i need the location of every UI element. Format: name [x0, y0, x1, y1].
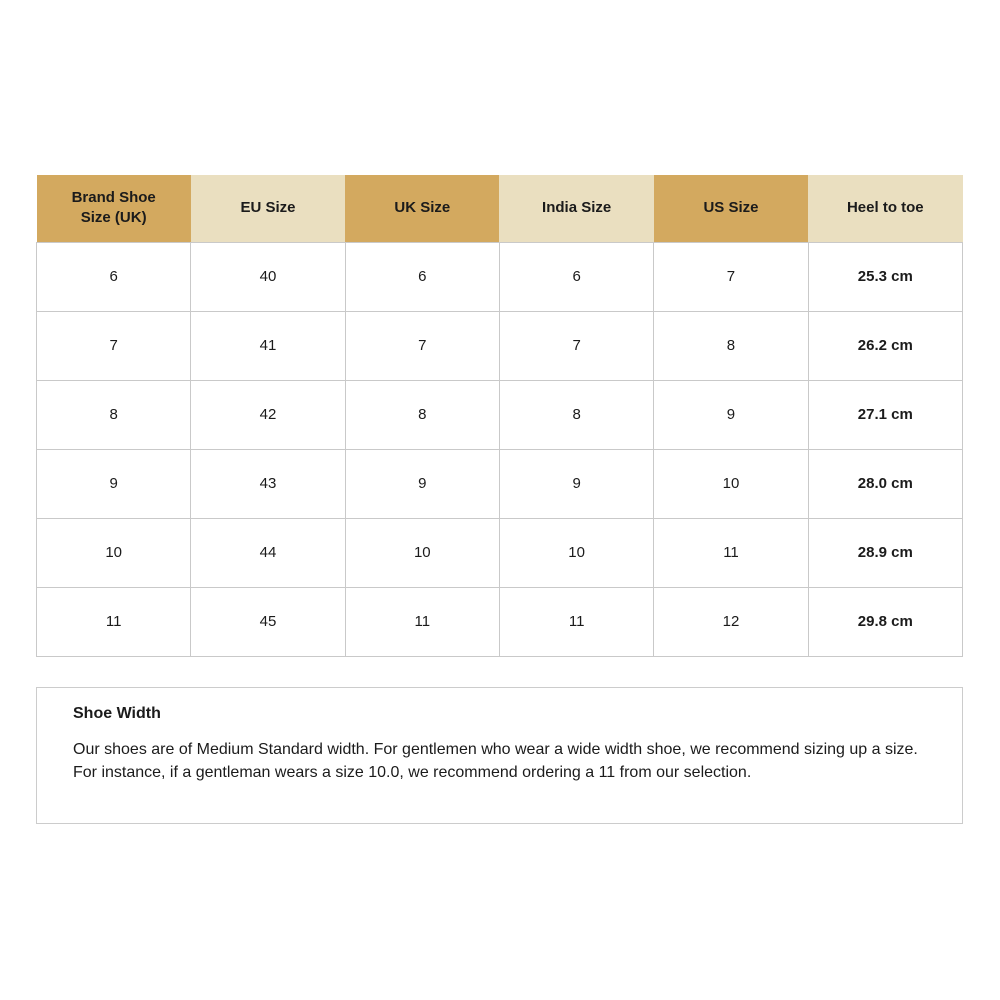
cell-heel-to-toe: 25.3 cm	[808, 242, 962, 311]
cell-india-size: 11	[499, 587, 653, 656]
table-row	[37, 449, 963, 518]
cell-india-size: 9	[499, 449, 653, 518]
cell-brand-size: 9	[37, 449, 191, 518]
cell-brand-size: 10	[37, 518, 191, 587]
cell-eu-size: 44	[191, 518, 345, 587]
cell-uk-size: 8	[345, 380, 499, 449]
cell-heel-to-toe: 28.0 cm	[808, 449, 962, 518]
header-brand-shoe-size: Brand Shoe Size (UK)	[37, 175, 191, 242]
cell-eu-size: 40	[191, 242, 345, 311]
header-heel-to-toe: Heel to toe	[808, 175, 962, 242]
cell-eu-size: 41	[191, 311, 345, 380]
shoe-width-note	[36, 687, 963, 824]
header-eu-size: EU Size	[191, 175, 345, 242]
cell-us-size: 12	[654, 587, 808, 656]
cell-uk-size: 10	[345, 518, 499, 587]
cell-uk-size: 6	[345, 242, 499, 311]
shoe-size-table-body	[37, 242, 963, 656]
cell-us-size: 7	[654, 242, 808, 311]
cell-us-size: 11	[654, 518, 808, 587]
cell-uk-size: 7	[345, 311, 499, 380]
table-row	[37, 242, 963, 311]
cell-india-size: 8	[499, 380, 653, 449]
header-us-size: US Size	[654, 175, 808, 242]
header-india-size: India Size	[499, 175, 653, 242]
table-row	[37, 380, 963, 449]
cell-brand-size: 6	[37, 242, 191, 311]
cell-heel-to-toe: 27.1 cm	[808, 380, 962, 449]
cell-uk-size: 9	[345, 449, 499, 518]
cell-uk-size: 11	[345, 587, 499, 656]
cell-india-size: 7	[499, 311, 653, 380]
cell-eu-size: 42	[191, 380, 345, 449]
shoe-width-title: Shoe Width	[73, 705, 161, 722]
cell-india-size: 6	[499, 242, 653, 311]
cell-brand-size: 11	[37, 587, 191, 656]
cell-us-size: 8	[654, 311, 808, 380]
cell-us-size: 9	[654, 380, 808, 449]
cell-india-size: 10	[499, 518, 653, 587]
shoe-width-description: Our shoes are of Medium Standard width. For gentlemen who wear a wide width shoe, we recommend sizing up a size. For instance, if a gentleman wears a size 10.0, we recommend ordering a 11 from our selection.	[73, 741, 918, 781]
cell-heel-to-toe: 28.9 cm	[808, 518, 962, 587]
header-uk-size: UK Size	[345, 175, 499, 242]
cell-us-size: 10	[654, 449, 808, 518]
shoe-size-table-header	[37, 175, 963, 242]
cell-eu-size: 45	[191, 587, 345, 656]
table-row	[37, 587, 963, 656]
shoe-size-table	[36, 175, 963, 657]
cell-eu-size: 43	[191, 449, 345, 518]
cell-brand-size: 7	[37, 311, 191, 380]
table-row	[37, 518, 963, 587]
table-row	[37, 311, 963, 380]
header-row	[37, 175, 963, 242]
cell-heel-to-toe: 26.2 cm	[808, 311, 962, 380]
cell-brand-size: 8	[37, 380, 191, 449]
cell-heel-to-toe: 29.8 cm	[808, 587, 962, 656]
